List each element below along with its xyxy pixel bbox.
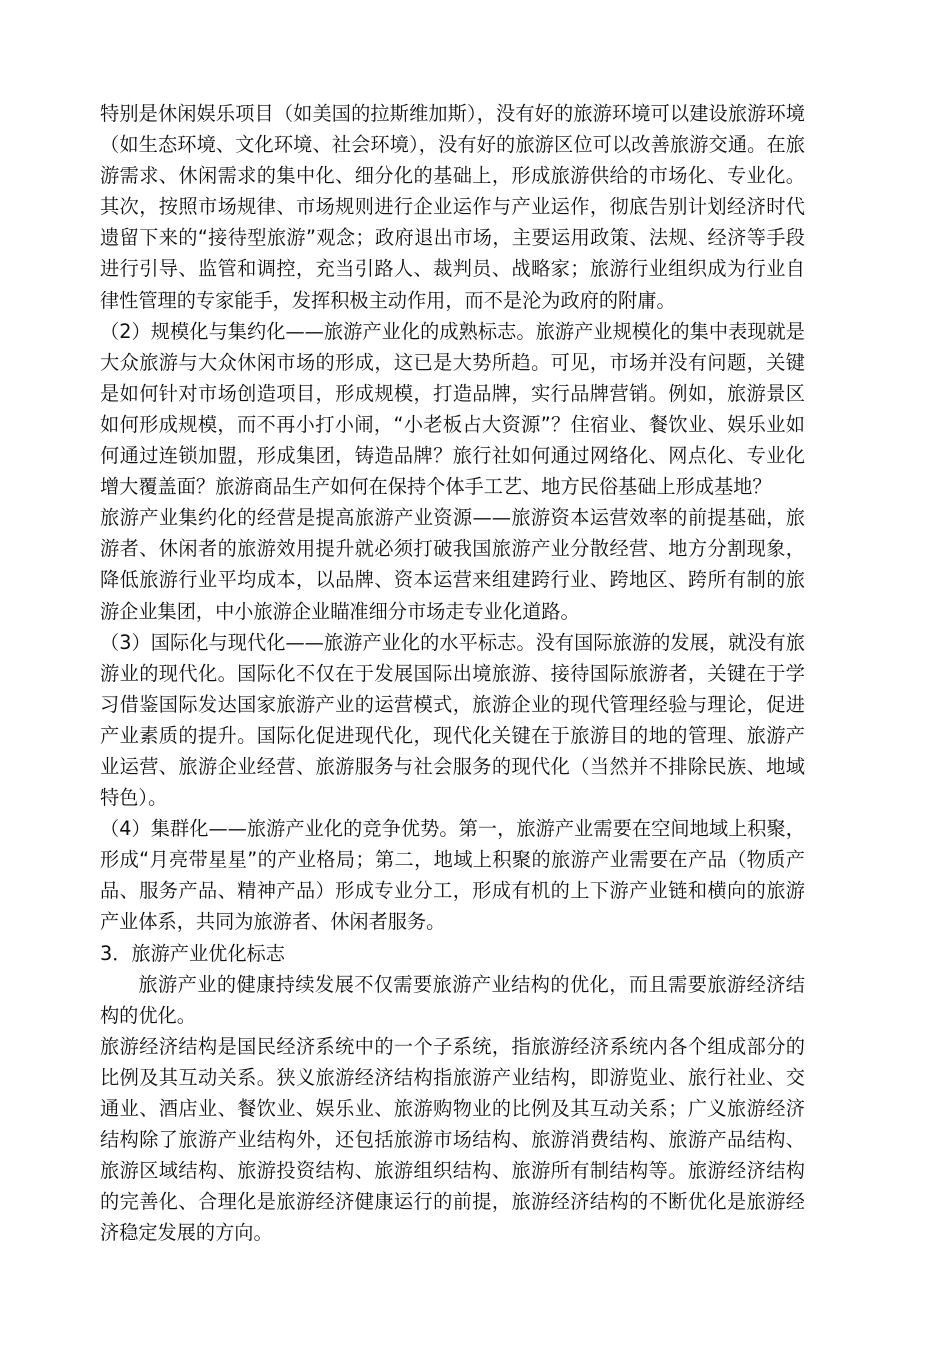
- paragraph-scale-intensification: （2）规模化与集约化——旅游产业化的成熟标志。旅游产业规模化的集中表现就是大众旅游与大众休闲市场的形成，这已是大势所趋。可见，市场并没有问题，关键是如何针对市场创造项目，形成规模，打造品牌，实行品牌营销。例如，旅游景区如何形成规模，而不再小打小闹，“小老板占大资源”？住宿业、餐饮业、娱乐业如何通过连锁加盟，形成集团，铸造品牌？旅行社如何通过网络化、网点化、专业化增大覆盖面？旅游商品生产如何在保持个体手工艺、地方民俗基础上形成基地？: [100, 319, 805, 499]
- paragraph-clustering: （4）集群化——旅游产业化的竞争优势。第一，旅游产业需要在空间地域上积聚，形成“月亮带星星”的产业格局；第二，地域上积聚的旅游产业需要在产品（物质产品、服务产品、精神产品）形成专业分工，形成有机的上下游产业链和横向的旅游产业体系，共同为旅游者、休闲者服务。: [100, 817, 805, 934]
- paragraph-optimization-intro: 旅游产业的健康持续发展不仅需要旅游产业结构的优化，而且需要旅游经济结构的优化。: [100, 972, 805, 1027]
- paragraph-economic-structure: 旅游经济结构是国民经济系统中的一个子系统，指旅游经济系统内各个组成部分的比例及其互动关系。狭义旅游经济结构指旅游产业结构，即游览业、旅行社业、交通业、酒店业、餐饮业、娱乐业、旅游购物业的比例及其互动关系；广义旅游经济结构除了旅游产业结构外，还包括旅游市场结构、旅游消费结构、旅游产品结构、旅游区域结构、旅游投资结构、旅游组织结构、旅游所有制结构等。旅游经济结构的完善化、合理化是旅游经济健康运行的前提，旅游经济结构的不断优化是旅游经济稳定发展的方向。: [100, 1034, 805, 1245]
- document-body: [100, 98, 805, 1248]
- paragraph-intensive-operation: 旅游产业集约化的经营是提高旅游产业资源——旅游资本运营效率的前提基础，旅游者、休闲者的旅游效用提升就必须打破我国旅游产业分散经营、地方分割现象，降低旅游行业平均成本，以品牌、资本运营来组建跨行业、跨地区、跨所有制的旅游企业集团，中小旅游企业瞄准细分市场走专业化道路。: [100, 506, 805, 623]
- section-heading-optimization: 3．旅游产业优化标志: [100, 941, 285, 965]
- paragraph-tourism-environment: 特别是休闲娱乐项目（如美国的拉斯维加斯），没有好的旅游环境可以建设旅游环境（如生态环境、文化环境、社会环境），没有好的旅游区位可以改善旅游交通。在旅游需求、休闲需求的集中化、细分化的基础上，形成旅游供给的市场化、专业化。其次，按照市场规律、市场规则进行企业运作与产业运作，彻底告别计划经济时代遗留下来的“接待型旅游”观念；政府退出市场，主要运用政策、法规、经济等手段进行引导、监管和调控，充当引路人、裁判员、战略家；旅游行业组织成为行业自律性管理的专家能手，发挥积极主动作用，而不是沦为政府的附庸。: [100, 102, 805, 312]
- paragraph-internationalization: （3）国际化与现代化——旅游产业化的水平标志。没有国际旅游的发展，就没有旅游业的现代化。国际化不仅在于发展国际出境旅游、接待国际旅游者，关键在于学习借鉴国际发达国家旅游产业的运营模式，旅游企业的现代管理经验与理论，促进产业素质的提升。国际化促进现代化，现代化关键在于旅游目的地的管理、旅游产业运营、旅游企业经营、旅游服务与社会服务的现代化（当然并不排除民族、地域特色）。: [100, 630, 805, 810]
